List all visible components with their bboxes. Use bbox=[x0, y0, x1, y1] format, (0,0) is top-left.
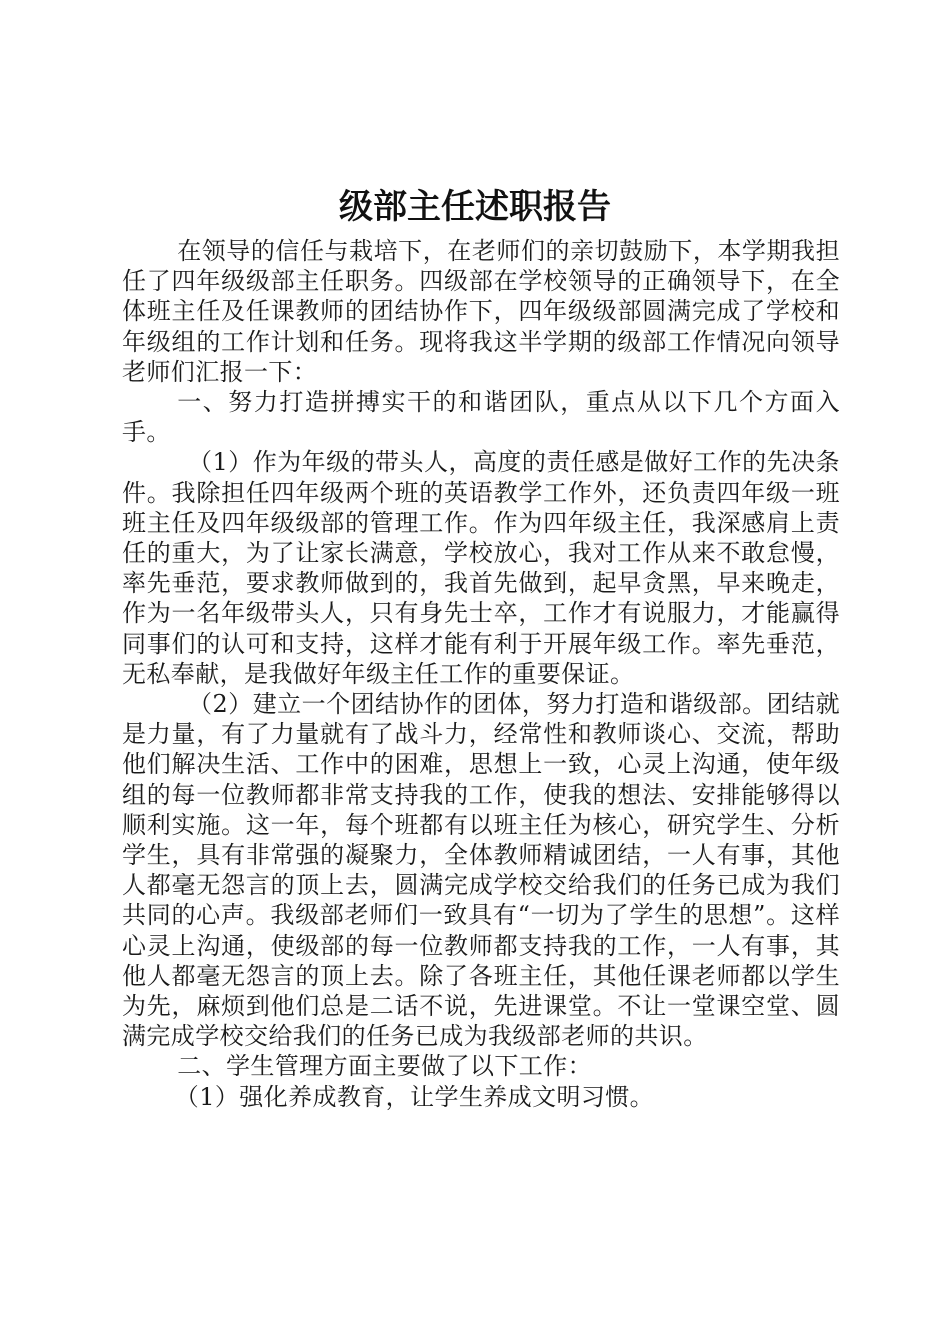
paragraph-item-1: （1）作为年级的带头人，高度的责任感是做好工作的先决条件。我除担任四年级两个班的英语教学工作外，还负责四年级一班班主任及四年级级部的管理工作。作为四年级主任，我深感肩上责任的重大，为了让家长满意，学校放心，我对工作从来不敢怠慢，率先垂范，要求教师做到的，我首先做到，起早贪黑，早来晚走，作为一名年级带头人，只有身先士卒，工作才有说服力，才能赢得同事们的认可和支持，这样才能有利于开展年级工作。率先垂范，无私奉献，是我做好年级主任工作的重要保证。 bbox=[122, 448, 840, 688]
document-body bbox=[122, 236, 840, 1112]
paragraph-item-2: （2）建立一个团结协作的团体，努力打造和谐级部。团结就是力量，有了力量就有了战斗力，经常性和教师谈心、交流，帮助他们解决生活、工作中的困难，思想上一致，心灵上沟通，使年级组的每一位教师都非常支持我的工作，使我的想法、安排能够得以顺利实施。这一年，每个班都有以班主任为核心，研究学生、分析学生，具有非常强的凝聚力，全体教师精诚团结，一人有事，其他人都毫无怨言的顶上去，圆满完成学校交给我们的任务已成为我们共同的心声。我级部老师们一致具有“一切为了学生的思想”。这样心灵上沟通，使级部的每一位教师都支持我的工作，一人有事，其他人都毫无怨言的顶上去。除了各班主任，其他任课老师都以学生为先，麻烦到他们总是二话不说，先进课堂。不让一堂课空堂、圆满完成学校交给我们的任务已成为我级部老师的共识。 bbox=[122, 690, 840, 1051]
document-title: 级部主任述职报告 bbox=[339, 187, 611, 227]
section-heading-1: 一、努力打造拼搏实干的和谐团队，重点从以下几个方面入手。 bbox=[122, 388, 840, 447]
paragraph-item-3: （1）强化养成教育，让学生养成文明习惯。 bbox=[174, 1082, 655, 1111]
paragraph-intro: 在领导的信任与栽培下，在老师们的亲切鼓励下，本学期我担任了四年级级部主任职务。四级部在学校领导的正确领导下，在全体班主任及任课教师的团结协作下，四年级级部圆满完成了学校和年级组的工作计划和任务。现将我这半学期的级部工作情况向领导老师们汇报一下： bbox=[122, 237, 840, 386]
section-heading-2: 二、学生管理方面主要做了以下工作： bbox=[177, 1052, 592, 1081]
